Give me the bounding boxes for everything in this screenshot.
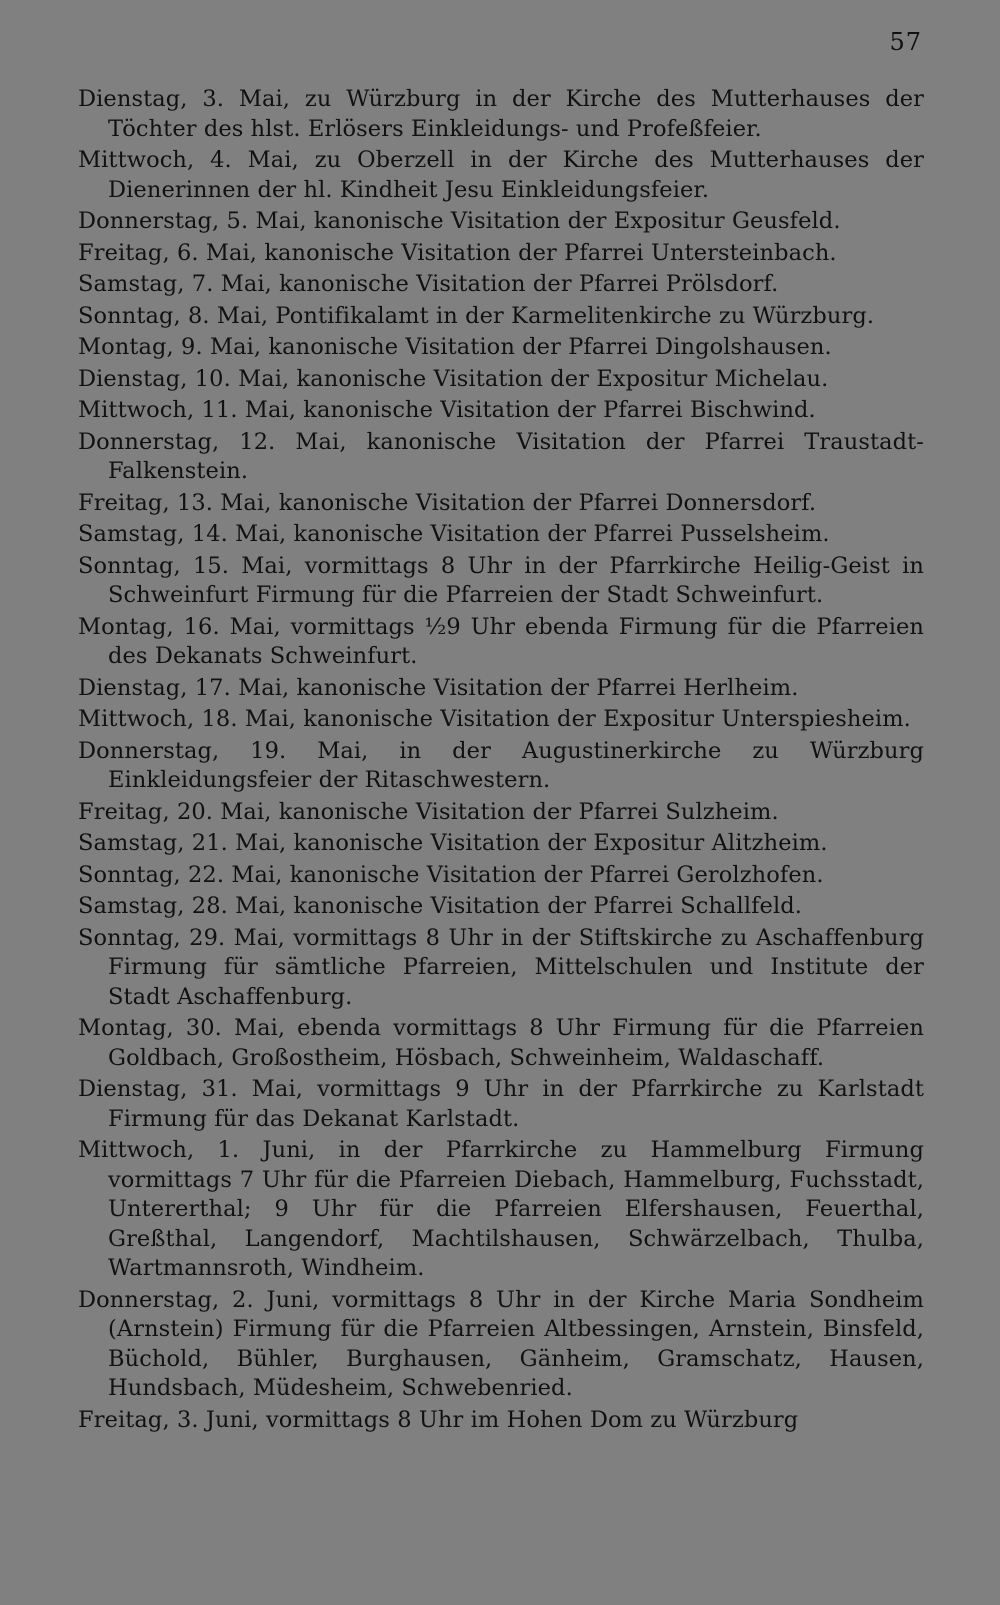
schedule-entry: Samstag, 7. Mai, kanonische Visitation der Pfarrei Prölsdorf.: [78, 271, 779, 297]
schedule-entry: Dienstag, 31. Mai, vormittags 9 Uhr in der Pfarrkirche zu Karlstadt Firmung für das Dekanat Karlstadt.: [78, 1076, 924, 1132]
schedule-entry: Donnerstag, 2. Juni, vormittags 8 Uhr in der Kirche Maria Sondheim (Arnstein) Firmung für die Pfarreien Altbessingen, Arnstein, Binsfeld, Büchold, Bühler, Burghausen, Gänheim, Gramschatz, Hausen, Hundsbach, Müdesheim, Schwebenried.: [78, 1286, 924, 1401]
schedule-list: [78, 85, 924, 1437]
schedule-entry: Freitag, 3. Juni, vormittags 8 Uhr im Hohen Dom zu Würzburg: [78, 1406, 799, 1433]
schedule-entry: Donnerstag, 19. Mai, in der Augustinerkirche zu Würzburg Einkleidungsfeier der Ritaschwestern.: [78, 737, 924, 793]
schedule-entry: Samstag, 21. Mai, kanonische Visitation der Expositur Alitzheim.: [78, 830, 828, 856]
schedule-entry: Sonntag, 29. Mai, vormittags 8 Uhr in der Stiftskirche zu Aschaffenburg Firmung für sämtliche Pfarreien, Mittelschulen und Institute der Stadt Aschaffenburg.: [78, 924, 924, 1010]
schedule-entry: Freitag, 20. Mai, kanonische Visitation der Pfarrei Sulzheim.: [78, 798, 779, 825]
schedule-entry: Samstag, 14. Mai, kanonische Visitation der Pfarrei Pusselsheim.: [78, 521, 830, 547]
schedule-entry: Mittwoch, 11. Mai, kanonische Visitation der Pfarrei Bischwind.: [78, 397, 816, 423]
schedule-entry: Sonntag, 8. Mai, Pontifikalamt in der Karmelitenkirche zu Würzburg.: [78, 302, 875, 329]
schedule-entry: Dienstag, 3. Mai, zu Würzburg in der Kirche des Mutterhauses der Töchter des hlst. Erlösers Einkleidungs- und Profeßfeier.: [78, 86, 924, 142]
schedule-entry: Donnerstag, 5. Mai, kanonische Visitation der Expositur Geusfeld.: [78, 208, 841, 234]
schedule-entry: Sonntag, 15. Mai, vormittags 8 Uhr in der Pfarrkirche Heilig-Geist in Schweinfurt Firmung für die Pfarreien der Stadt Schweinfurt.: [78, 552, 924, 608]
schedule-entry: Mittwoch, 4. Mai, zu Oberzell in der Kirche des Mutterhauses der Dienerinnen der hl. Kindheit Jesu Einkleidungsfeier.: [78, 147, 924, 203]
schedule-entry: Dienstag, 17. Mai, kanonische Visitation der Pfarrei Herlheim.: [78, 674, 799, 701]
page-number: 57: [889, 28, 922, 56]
schedule-entry: Mittwoch, 1. Juni, in der Pfarrkirche zu Hammelburg Firmung vormittags 7 Uhr für die Pfarreien Diebach, Hammelburg, Fuchsstadt, Untererthal; 9 Uhr für die Pfarreien Elfershausen, Feuerthal, Greßthal, Langendorf, Machtilshausen, Schwärzelbach, Thulba, Wartmannsroth, Windheim.: [78, 1137, 924, 1281]
schedule-entry: Freitag, 13. Mai, kanonische Visitation der Pfarrei Donnersdorf.: [78, 489, 817, 516]
schedule-entry: Sonntag, 22. Mai, kanonische Visitation der Pfarrei Gerolzhofen.: [78, 861, 824, 888]
schedule-entry: Samstag, 28. Mai, kanonische Visitation der Pfarrei Schallfeld.: [78, 893, 803, 919]
schedule-entry: Montag, 9. Mai, kanonische Visitation der Pfarrei Dingolshausen.: [78, 334, 832, 360]
schedule-entry: Mittwoch, 18. Mai, kanonische Visitation der Expositur Unterspiesheim.: [78, 706, 911, 732]
schedule-entry: Montag, 30. Mai, ebenda vormittags 8 Uhr Firmung für die Pfarreien Goldbach, Großostheim, Hösbach, Schweinheim, Waldaschaff.: [78, 1015, 924, 1071]
schedule-entry: Freitag, 6. Mai, kanonische Visitation der Pfarrei Untersteinbach.: [78, 239, 837, 266]
schedule-entry: Montag, 16. Mai, vormittags ½9 Uhr ebenda Firmung für die Pfarreien des Dekanats Schweinfurt.: [78, 613, 924, 669]
schedule-entry: Dienstag, 10. Mai, kanonische Visitation der Expositur Michelau.: [78, 365, 829, 392]
schedule-entry: Donnerstag, 12. Mai, kanonische Visitation der Pfarrei Traustadt-Falkenstein.: [78, 428, 924, 484]
